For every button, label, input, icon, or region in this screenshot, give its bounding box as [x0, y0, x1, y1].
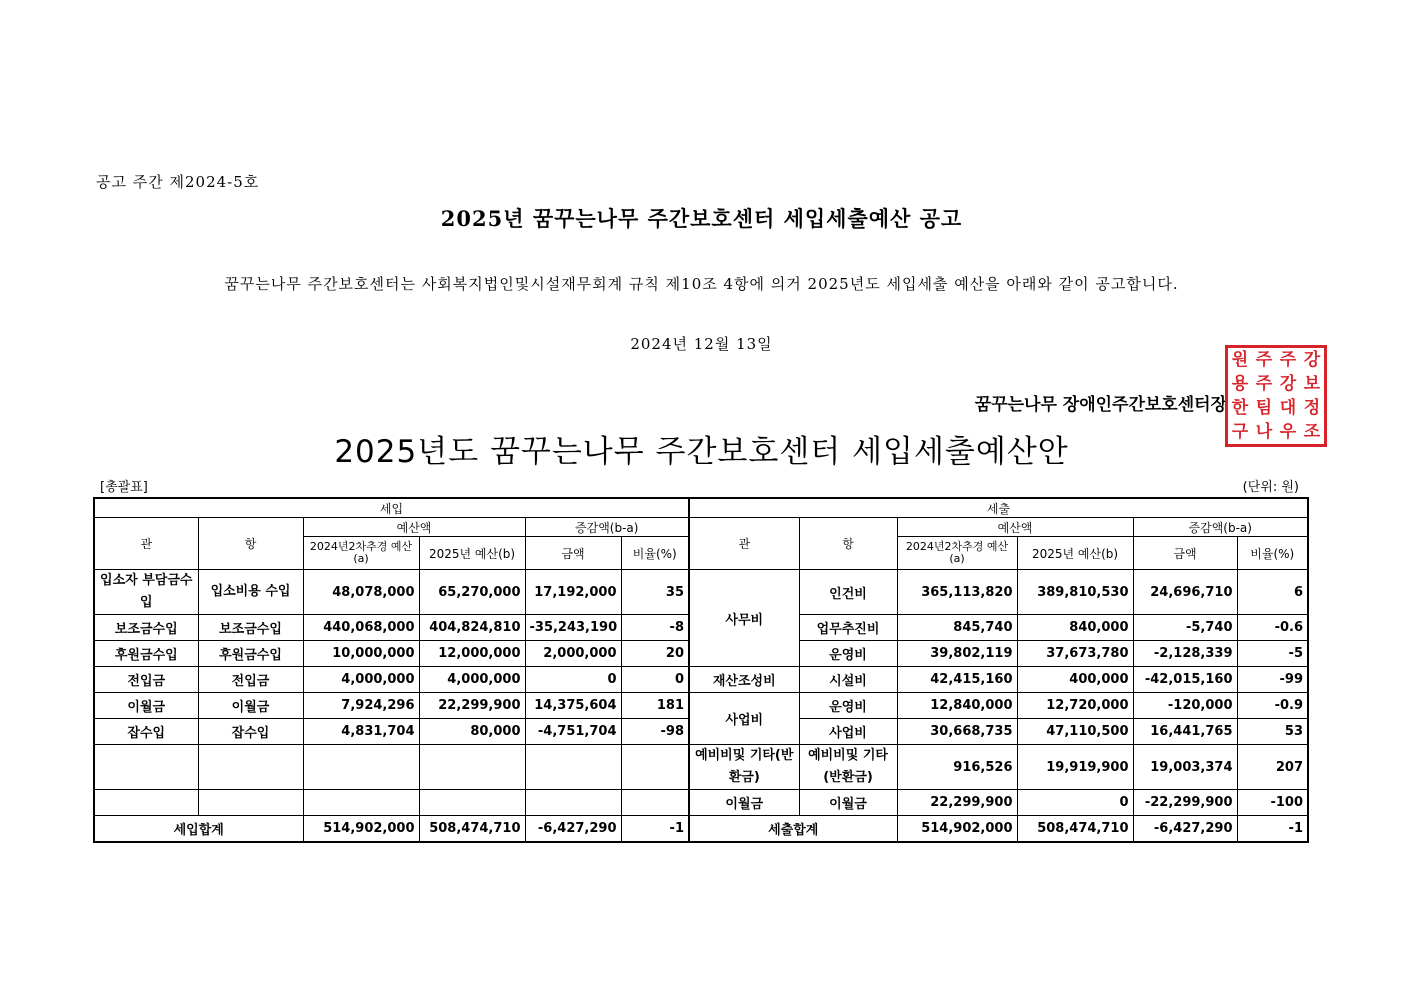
- expense-ratio: 207: [1237, 745, 1308, 790]
- document-title: 2025년도 꿈꾸는나무 주간보호센터 세입세출예산안: [334, 434, 1069, 470]
- expense-curr: 37,673,780: [1017, 641, 1133, 667]
- expense-curr: 840,000: [1017, 615, 1133, 641]
- income-gwan-header: 관: [94, 518, 198, 570]
- income-gwan: 후원금수입: [94, 641, 198, 667]
- empty-cell: [94, 790, 198, 816]
- empty-cell: [621, 745, 689, 790]
- income-amount-header: 금액: [525, 537, 621, 570]
- expense-ratio: -0.6: [1237, 615, 1308, 641]
- seal-char: 보: [1303, 373, 1321, 394]
- income-header: 세입: [94, 498, 689, 518]
- empty-cell: [303, 790, 419, 816]
- expense-prev: 845,740: [897, 615, 1017, 641]
- expense-amount: 24,696,710: [1133, 570, 1237, 615]
- seal-char: 나: [1255, 421, 1273, 442]
- expense-ratio: -0.9: [1237, 693, 1308, 719]
- expense-total-label: 세출합계: [689, 816, 897, 843]
- expense-gwan-jaesan: 재산조성비: [689, 667, 799, 693]
- empty-cell: [419, 790, 525, 816]
- seal-char: 주: [1279, 349, 1297, 370]
- empty-cell: [525, 745, 621, 790]
- income-curr: 4,000,000: [419, 667, 525, 693]
- expense-prev: 39,802,119: [897, 641, 1017, 667]
- income-total-prev: 514,902,000: [303, 816, 419, 843]
- income-total-label: 세입합계: [94, 816, 303, 843]
- income-curr: 12,000,000: [419, 641, 525, 667]
- income-gwan: 전입금: [94, 667, 198, 693]
- income-total-amount: -6,427,290: [525, 816, 621, 843]
- income-budget-header: 예산액: [303, 518, 525, 537]
- expense-total-curr: 508,474,710: [1017, 816, 1133, 843]
- income-total-ratio: -1: [621, 816, 689, 843]
- expense-ratio: -100: [1237, 790, 1308, 816]
- income-gwan: 보조금수입: [94, 615, 198, 641]
- income-curr: 22,299,900: [419, 693, 525, 719]
- income-ratio: 181: [621, 693, 689, 719]
- expense-total-amount: -6,427,290: [1133, 816, 1237, 843]
- income-ratio: 0: [621, 667, 689, 693]
- expense-ratio: -99: [1237, 667, 1308, 693]
- table-row: [94, 745, 1308, 790]
- income-hang: 보조금수입: [198, 615, 303, 641]
- income-amount: 14,375,604: [525, 693, 621, 719]
- income-prev-header: 2024년2차추경 예산(a): [303, 537, 419, 570]
- expense-change-header: 증감액(b-a): [1133, 518, 1308, 537]
- income-amount: 17,192,000: [525, 570, 621, 615]
- seal-char: 우: [1279, 421, 1297, 442]
- seal-char: 한: [1231, 397, 1249, 418]
- income-prev: 7,924,296: [303, 693, 419, 719]
- expense-amount-header: 금액: [1133, 537, 1237, 570]
- expense-curr: 47,110,500: [1017, 719, 1133, 745]
- table-row: [94, 693, 1308, 719]
- income-prev: 4,000,000: [303, 667, 419, 693]
- expense-amount: -120,000: [1133, 693, 1237, 719]
- income-prev: 10,000,000: [303, 641, 419, 667]
- total-row: [94, 816, 1308, 843]
- income-gwan: 잡수입: [94, 719, 198, 745]
- expense-hang: 인건비: [799, 570, 897, 615]
- seal-char: 원: [1231, 349, 1249, 370]
- budget-summary-table: [93, 497, 1309, 843]
- expense-total-prev: 514,902,000: [897, 816, 1017, 843]
- seal-char: 주: [1255, 373, 1273, 394]
- header-row-2: [94, 518, 1308, 537]
- income-ratio-header: 비율(%): [621, 537, 689, 570]
- expense-budget-header: 예산액: [897, 518, 1133, 537]
- empty-cell: [621, 790, 689, 816]
- income-ratio: -98: [621, 719, 689, 745]
- expense-gwan-saeop: 사업비: [689, 693, 799, 745]
- expense-curr-header: 2025년 예산(b): [1017, 537, 1133, 570]
- income-amount: -4,751,704: [525, 719, 621, 745]
- expense-ratio: 53: [1237, 719, 1308, 745]
- income-hang: 이월금: [198, 693, 303, 719]
- expense-gwan-iwol: 이월금: [689, 790, 799, 816]
- expense-hang: 예비비및 기타(반환금): [799, 745, 897, 790]
- income-ratio: -8: [621, 615, 689, 641]
- header-row-1: [94, 498, 1308, 518]
- income-ratio: 35: [621, 570, 689, 615]
- issuer-name: 꿈꾸는나무 장애인주간보호센터장: [974, 395, 1227, 415]
- seal-char: 주: [1255, 349, 1273, 370]
- table-row: [94, 570, 1308, 615]
- expense-prev: 12,840,000: [897, 693, 1017, 719]
- income-hang: 후원금수입: [198, 641, 303, 667]
- empty-cell: [198, 745, 303, 790]
- expense-curr: 12,720,000: [1017, 693, 1133, 719]
- expense-hang: 업무추진비: [799, 615, 897, 641]
- income-curr: 80,000: [419, 719, 525, 745]
- section-label: [총괄표]: [100, 480, 148, 495]
- expense-hang: 시설비: [799, 667, 897, 693]
- expense-gwan-yebi: 예비비및 기타(반환금): [689, 745, 799, 790]
- income-hang: 전입금: [198, 667, 303, 693]
- expense-gwan-header: 관: [689, 518, 799, 570]
- expense-header: 세출: [689, 498, 1308, 518]
- seal-char: 대: [1279, 397, 1297, 418]
- income-amount: 2,000,000: [525, 641, 621, 667]
- empty-cell: [525, 790, 621, 816]
- expense-prev-header: 2024년2차추경 예산(a): [897, 537, 1017, 570]
- expense-curr: 0: [1017, 790, 1133, 816]
- expense-gwan-samubi: 사무비: [689, 570, 799, 667]
- expense-hang-header: 항: [799, 518, 897, 570]
- income-total-curr: 508,474,710: [419, 816, 525, 843]
- seal-char: 조: [1303, 421, 1321, 442]
- income-curr-header: 2025년 예산(b): [419, 537, 525, 570]
- expense-prev: 22,299,900: [897, 790, 1017, 816]
- seal-char: 팀: [1255, 397, 1273, 418]
- expense-hang: 운영비: [799, 693, 897, 719]
- expense-curr: 400,000: [1017, 667, 1133, 693]
- expense-hang: 사업비: [799, 719, 897, 745]
- expense-prev: 365,113,820: [897, 570, 1017, 615]
- expense-prev: 916,526: [897, 745, 1017, 790]
- expense-curr: 19,919,900: [1017, 745, 1133, 790]
- seal-char: 정: [1303, 397, 1321, 418]
- expense-ratio: 6: [1237, 570, 1308, 615]
- income-hang-header: 항: [198, 518, 303, 570]
- seal-char: 용: [1231, 373, 1249, 394]
- notice-number: 공고 주간 제2024-5호: [96, 173, 260, 191]
- table-row: [94, 667, 1308, 693]
- announcement-date: 2024년 12월 13일: [630, 335, 773, 353]
- announcement-title: 2025년 꿈꾸는나무 주간보호센터 세입세출예산 공고: [440, 206, 963, 231]
- expense-total-ratio: -1: [1237, 816, 1308, 843]
- income-curr: 404,824,810: [419, 615, 525, 641]
- income-amount: 0: [525, 667, 621, 693]
- empty-cell: [303, 745, 419, 790]
- empty-cell: [94, 745, 198, 790]
- seal-char: 강: [1303, 349, 1321, 370]
- income-prev: 440,068,000: [303, 615, 419, 641]
- income-prev: 4,831,704: [303, 719, 419, 745]
- expense-amount: 16,441,765: [1133, 719, 1237, 745]
- expense-amount: -5,740: [1133, 615, 1237, 641]
- income-gwan: 입소자 부담금수입: [94, 570, 198, 615]
- announcement-body: 꿈꾸는나무 주간보호센터는 사회복지법인및시설재무회계 규칙 제10조 4항에 의거 2025년도 세입세출 예산을 아래와 같이 공고합니다.: [224, 275, 1179, 293]
- expense-hang: 운영비: [799, 641, 897, 667]
- expense-hang: 이월금: [799, 790, 897, 816]
- expense-amount: -2,128,339: [1133, 641, 1237, 667]
- expense-prev: 42,415,160: [897, 667, 1017, 693]
- seal-char: 구: [1231, 421, 1249, 442]
- seal-char: 강: [1279, 373, 1297, 394]
- expense-amount: -42,015,160: [1133, 667, 1237, 693]
- income-hang: 입소비용 수입: [198, 570, 303, 615]
- empty-cell: [198, 790, 303, 816]
- expense-amount: 19,003,374: [1133, 745, 1237, 790]
- income-amount: -35,243,190: [525, 615, 621, 641]
- income-hang: 잡수입: [198, 719, 303, 745]
- unit-label: (단위: 원): [1242, 480, 1299, 495]
- income-gwan: 이월금: [94, 693, 198, 719]
- income-ratio: 20: [621, 641, 689, 667]
- expense-prev: 30,668,735: [897, 719, 1017, 745]
- table-row: [94, 790, 1308, 816]
- income-curr: 65,270,000: [419, 570, 525, 615]
- expense-curr: 389,810,530: [1017, 570, 1133, 615]
- income-prev: 48,078,000: [303, 570, 419, 615]
- expense-ratio-header: 비율(%): [1237, 537, 1308, 570]
- expense-ratio: -5: [1237, 641, 1308, 667]
- empty-cell: [419, 745, 525, 790]
- expense-amount: -22,299,900: [1133, 790, 1237, 816]
- income-change-header: 증감액(b-a): [525, 518, 689, 537]
